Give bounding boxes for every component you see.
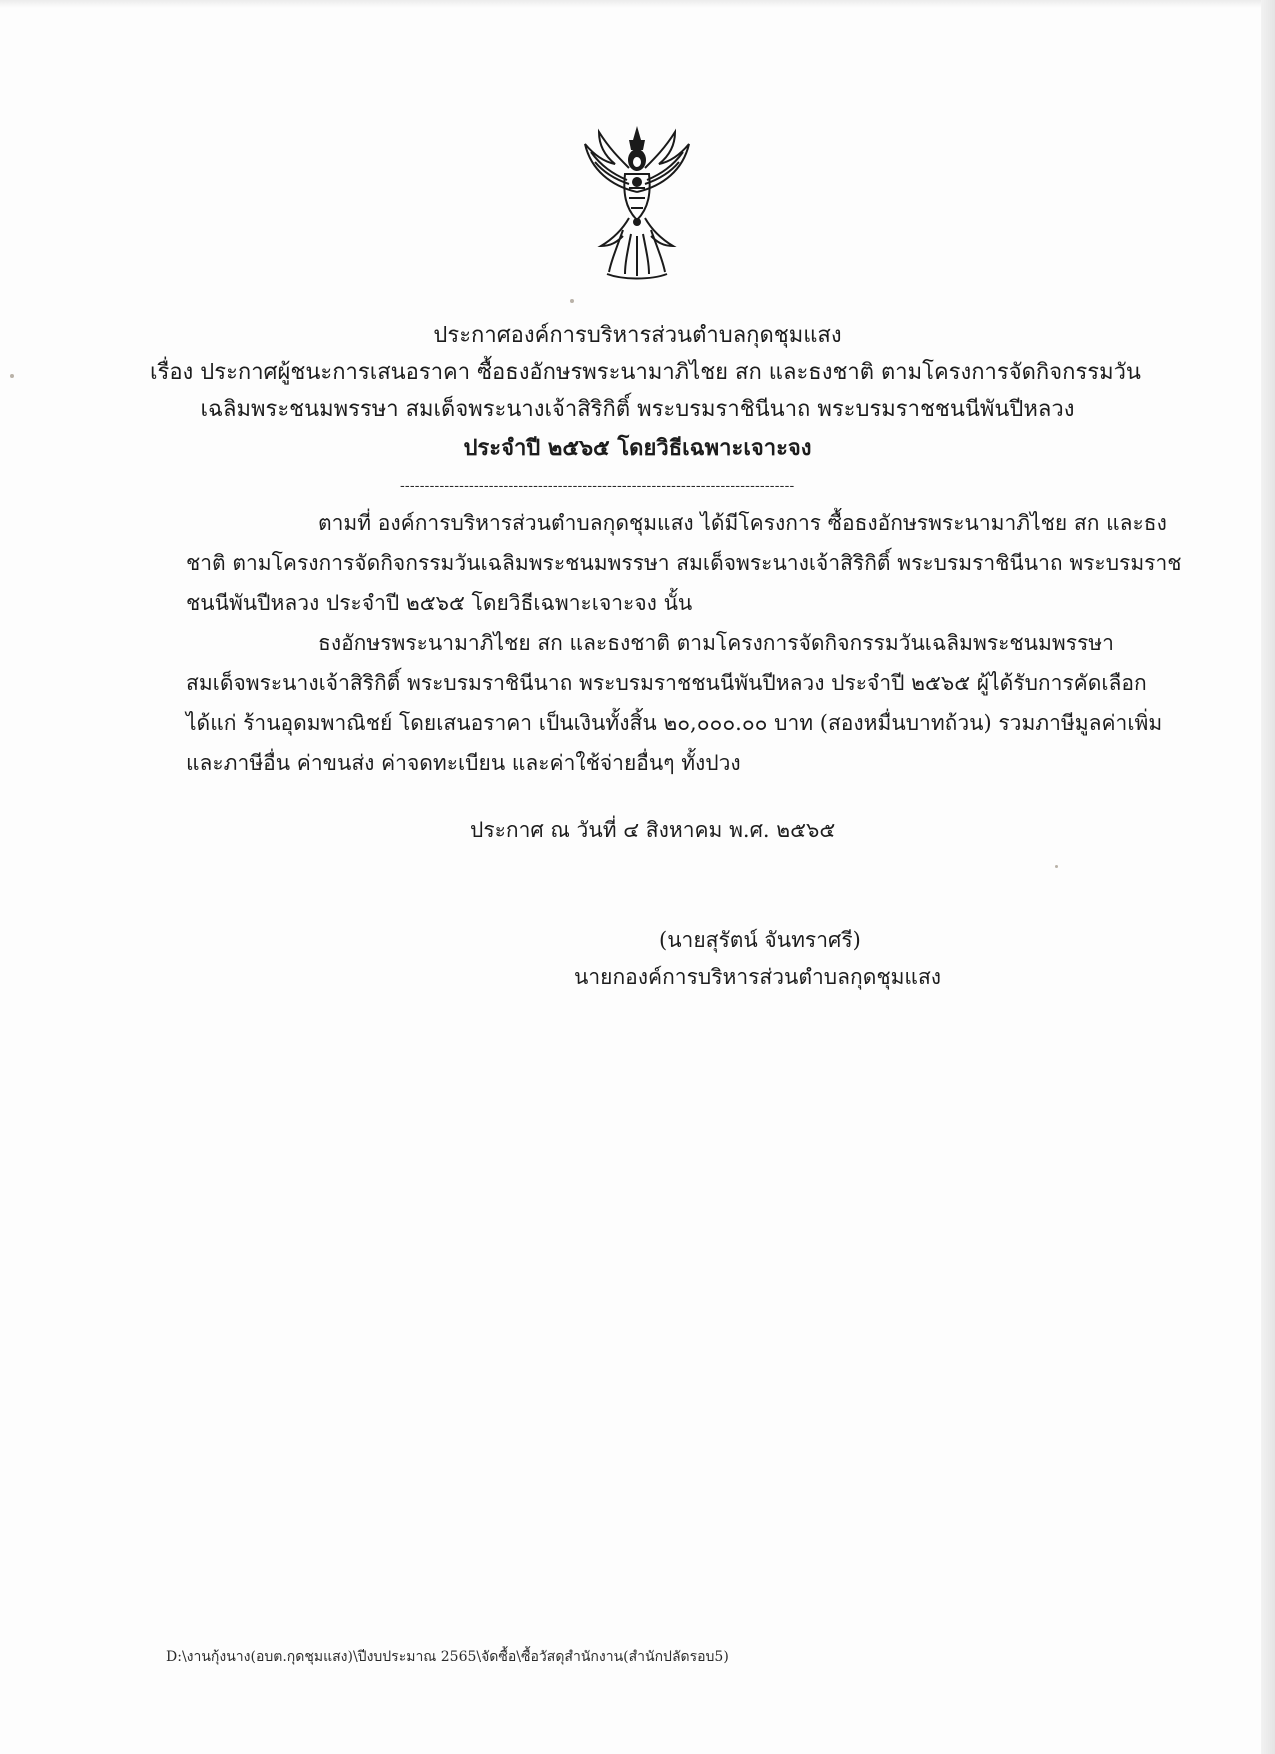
signatory-name: (นายสุรัตน์ จันทราศรี) [659,928,861,952]
garuda-emblem-icon [571,122,703,282]
scan-speck [10,374,14,378]
footer-file-path: D:\งานกุ้งนาง(อบต.กุดชุมแสง)\ปีงบประมาณ 2565\จัดซื้อ\ซื้อวัสดุสำนักงาน(สำนักปลัดรอบ5) [166,1649,729,1665]
paragraph-1-line-2: ชาติ ตามโครงการจัดกิจกรรมวันเฉลิมพระชนมพรรษา สมเด็จพระนางเจ้าสิริกิติ์ พระบรมราชินีนาถ พระบรมราช [186,551,1182,575]
scan-edge-top [0,0,1275,8]
subject-line-1: เรื่อง ประกาศผู้ชนะการเสนอราคา ซื้อธงอักษรพระนามาภิไชย สก และธงชาติ ตามโครงการจัดกิจกรรมวัน [150,360,1141,385]
paragraph-2-line-1: ธงอักษรพระนามาภิไชย สก และธงชาติ ตามโครงการจัดกิจกรรมวันเฉลิมพระชนมพรรษา [318,631,1114,655]
subject-line-2: เฉลิมพระชนมพรรษา สมเด็จพระนางเจ้าสิริกิติ์ พระบรมราชินีนาถ พระบรมราชชนนีพันปีหลวง [200,397,1075,422]
subject-line-3: ประจำปี ๒๕๖๕ โดยวิธีเฉพาะเจาะจง [463,435,812,461]
paragraph-2-line-4: และภาษีอื่น ค่าขนส่ง ค่าจดทะเบียน และค่าใช้จ่ายอื่นๆ ทั้งปวง [186,751,741,775]
scan-speck [570,299,574,303]
paragraph-2-line-2: สมเด็จพระนางเจ้าสิริกิติ์ พระบรมราชินีนาถ พระบรมราชชนนีพันปีหลวง ประจำปี ๒๕๖๕ ผู้ได้รับการคัดเลือก [186,671,1147,695]
scan-speck [1055,865,1058,868]
announcement-title: ประกาศองค์การบริหารส่วนตำบลกุดชุมแสง [433,323,842,348]
announcement-date: ประกาศ ณ วันที่ ๔ สิงหาคม พ.ศ. ๒๕๖๕ [470,818,836,842]
paragraph-1-line-3: ชนนีพันปีหลวง ประจำปี ๒๕๖๕ โดยวิธีเฉพาะเจาะจง นั้น [186,591,693,615]
scan-edge-right [1261,0,1275,1754]
signatory-position: นายกองค์การบริหารส่วนตำบลกุดชุมแสง [574,965,942,989]
separator-line: -------------------------------------------------------------------------------- [400,478,795,494]
paragraph-1-line-1: ตามที่ องค์การบริหารส่วนตำบลกุดชุมแสง ได้มีโครงการ ซื้อธงอักษรพระนามาภิไชย สก และธง [318,511,1167,535]
paragraph-2-line-3: ได้แก่ ร้านอุดมพาณิชย์ โดยเสนอราคา เป็นเงินทั้งสิ้น ๒๐,๐๐๐.๐๐ บาท (สองหมื่นบาทถ้วน) รวมภาษีมูลค่าเพิ่ม [186,711,1163,735]
